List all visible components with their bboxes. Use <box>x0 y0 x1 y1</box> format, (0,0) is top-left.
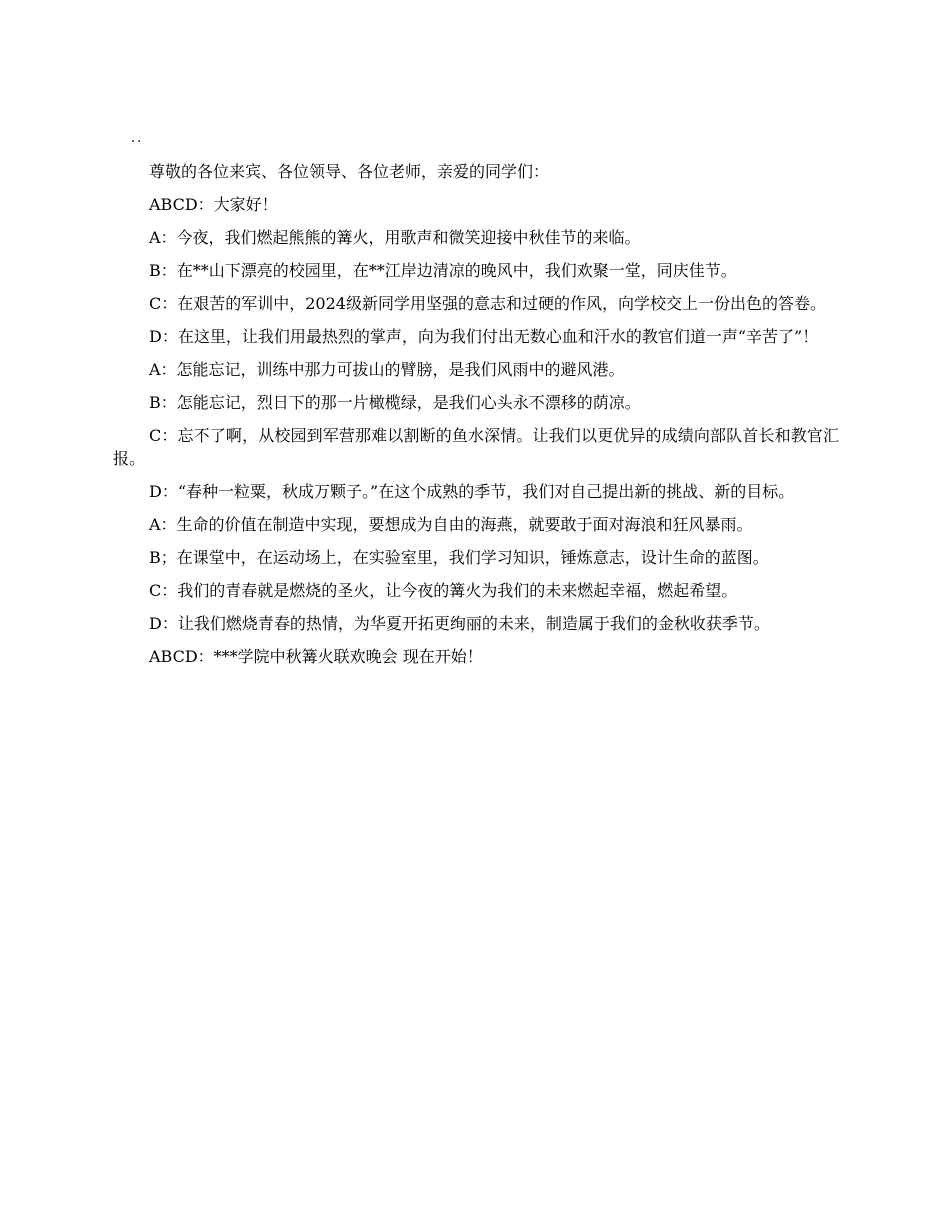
header-mark: .. <box>131 131 144 146</box>
salutation: 尊敬的各位来宾、各位领导、各位老师，亲爱的同学们： <box>149 162 550 181</box>
closing-line: ABCD：***学院中秋篝火联欢晚会 现在开始！ <box>149 647 483 666</box>
paragraph: D：在这里，让我们用最热烈的掌声，向为我们付出无数心血和汗水的教官们道一声“辛苦了”！ <box>149 327 819 346</box>
paragraph: C：在艰苦的军训中，2024级新同学用坚强的意志和过硬的作风，向学校交上一份出色的答卷。 <box>149 294 826 313</box>
paragraph: A：今夜，我们燃起熊熊的篝火，用歌声和微笑迎接中秋佳节的来临。 <box>149 228 641 247</box>
paragraph: C：我们的青春就是燃烧的圣火，让今夜的篝火为我们的未来燃起幸福，燃起希望。 <box>149 581 738 600</box>
paragraph: B：怎能忘记，烈日下的那一片橄榄绿，是我们心头永不漂移的荫凉。 <box>149 393 641 412</box>
paragraph: D：“春种一粒粟，秋成万颗子。”在这个成熟的季节，我们对自己提出新的挑战、新的目标。 <box>149 482 795 501</box>
paragraph: A：生命的价值在制造中实现，要想成为自由的海燕，就要敢于面对海浪和狂风暴雨。 <box>149 515 753 534</box>
paragraph: A：怎能忘记，训练中那力可拔山的臂膀，是我们风雨中的避风港。 <box>149 360 625 379</box>
document-body <box>113 160 839 678</box>
paragraph: C：忘不了啊，从校园到军营那难以割断的鱼水深情。让我们以更优异的成绩向部队首长和教官汇报。 <box>113 426 839 468</box>
paragraph: B；在课堂中，在运动场上，在实验室里，我们学习知识，锤炼意志，设计生命的蓝图。 <box>149 548 769 567</box>
paragraph: B：在**山下漂亮的校园里，在**江岸边清凉的晚风中，我们欢聚一堂，同庆佳节。 <box>149 261 737 280</box>
paragraph: D：让我们燃烧青春的热情，为华夏开拓更绚丽的未来，制造属于我们的金秋收获季节。 <box>149 614 770 633</box>
paragraph: ABCD：大家好！ <box>149 195 278 214</box>
